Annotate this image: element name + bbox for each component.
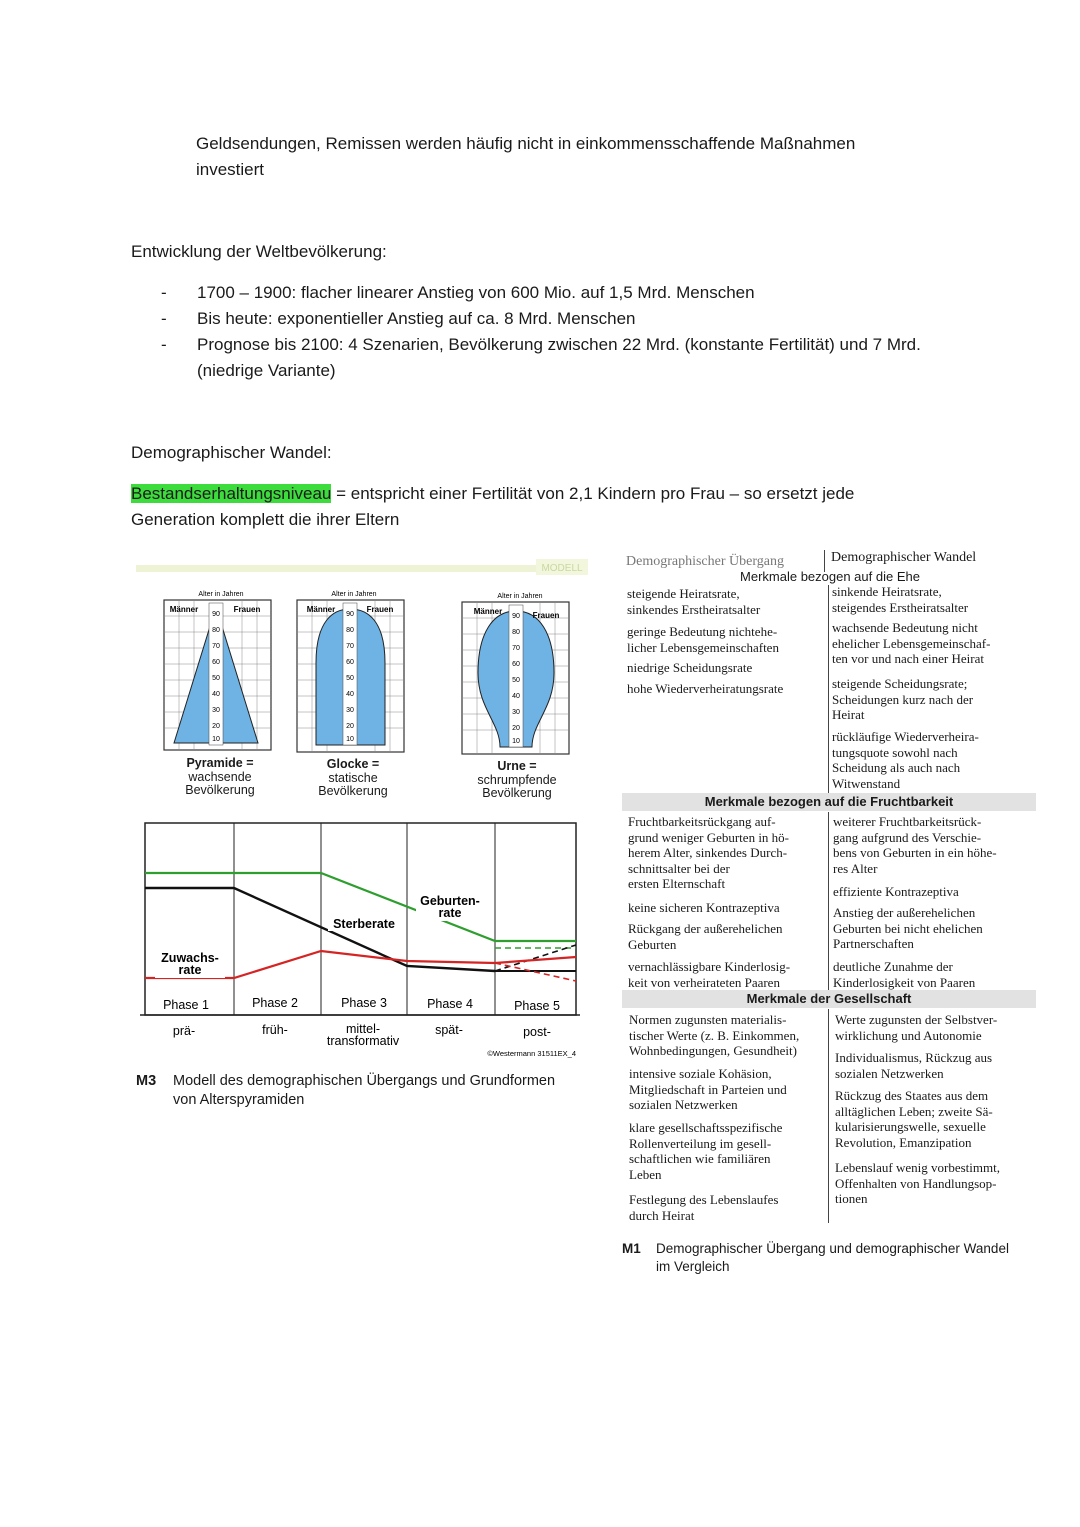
table-cell: vernachlässigbare Kinderlosig- keit von verheirateten Paaren xyxy=(628,959,791,990)
highlighted-term: Bestandserhaltungsniveau xyxy=(131,484,332,503)
section-heading-weltbevoelkerung: Entwicklung der Weltbevölkerung: xyxy=(131,242,387,261)
figure-m3 xyxy=(128,553,590,1118)
table-cell: steigende Scheidungsrate; Scheidungen kurz nach der Heirat xyxy=(832,676,974,722)
phase-label: Phase 1 xyxy=(163,998,209,1012)
table-cell: sinkende Heiratsrate, steigendes Erstheiratsalter xyxy=(832,584,969,615)
phase-label: Phase 3 xyxy=(341,996,387,1010)
svg-text:30: 30 xyxy=(346,707,354,714)
stage-label: spät- xyxy=(435,1023,463,1037)
transition-model-chart xyxy=(140,823,580,1058)
svg-text:rate: rate xyxy=(178,963,202,977)
table-cell: Rückgang der außerehelichen Geburten xyxy=(628,921,783,952)
stage-label: post- xyxy=(523,1025,551,1039)
svg-text:20: 20 xyxy=(212,723,220,730)
svg-text:20: 20 xyxy=(346,723,354,730)
pyramid-chart-2 xyxy=(297,591,404,752)
table-cell: weiterer Fruchtbarkeitsrück- gang aufgrund des Verschie- bens von Geburten in ein höhe- res Alter xyxy=(833,814,997,876)
label-growth-rate: Zuwachs- xyxy=(161,951,219,965)
svg-text:80: 80 xyxy=(346,627,354,634)
label-birth-rate: Geburten- xyxy=(420,894,480,908)
svg-text:30: 30 xyxy=(212,707,220,714)
m3-diagram xyxy=(128,553,590,1118)
svg-text:90: 90 xyxy=(212,611,220,618)
svg-text:30: 30 xyxy=(512,709,520,716)
table-cell: Lebenslauf wenig vorbestimmt, Offenhalten von Handlungsop- tionen xyxy=(835,1160,1000,1206)
svg-text:50: 50 xyxy=(512,677,520,684)
svg-text:Männer: Männer xyxy=(306,605,336,614)
pyramid-caption-3: Urne = schrumpfende Bevölkerung xyxy=(477,759,557,800)
table-cell: steigende Heiratsrate, sinkendes Erstheiratsalter xyxy=(627,586,761,617)
svg-text:70: 70 xyxy=(346,643,354,650)
svg-text:Frauen: Frauen xyxy=(366,605,394,614)
badge-label: MODELL xyxy=(541,563,583,574)
table-header-right: Demographischer Wandel xyxy=(831,550,977,565)
section-gesellschaft: Merkmale der Gesellschaft xyxy=(622,990,1036,1008)
comparison-table-m1 xyxy=(620,548,1040,1278)
table-cell: Fruchtbarkeitsrückgang auf- grund weniger Geburten in hö- herem Alter, sinkendes Durch- schnittsalter bei der ersten Elternschaft xyxy=(628,814,790,891)
svg-text:60: 60 xyxy=(346,659,354,666)
phase-label: Phase 2 xyxy=(252,996,298,1010)
table-cell: wachsende Bedeutung nicht ehelicher Lebensgemeinschaf- ten vor und nach einer Heirat xyxy=(832,620,991,666)
stage-label: mittel- xyxy=(345,1022,381,1036)
table-cell: rückläufige Wiederverheira- tungsquote sowohl nach Scheidung als auch nach Witwenstand xyxy=(832,729,979,791)
svg-text:Alter in Jahren: Alter in Jahren xyxy=(331,591,377,598)
intro-line-2: investiert xyxy=(196,160,265,179)
table-cell: Festlegung des Lebenslaufes durch Heirat xyxy=(629,1192,779,1223)
svg-text:Frauen: Frauen xyxy=(532,611,560,620)
table-cell: Normen zugunsten materialis- tischer Werte (z. B. Einkommen, Wohnbedingungen, Gesundheit) xyxy=(629,1012,800,1058)
stage-label: früh- xyxy=(262,1023,288,1037)
svg-text:Alter in Jahren: Alter in Jahren xyxy=(497,593,543,600)
definition-line-1: Bestandserhaltungsniveau = entspricht einer Fertilität von 2,1 Kindern pro Frau – so ersetzt jede xyxy=(131,484,855,503)
list-item: - 1700 – 1900: flacher linearer Anstieg von 600 Mio. auf 1,5 Mrd. Menschen xyxy=(161,283,755,302)
weltbevoelkerung-list xyxy=(155,280,975,384)
table-cell: intensive soziale Kohäsion, Mitgliedschaft in Parteien und sozialen Netzwerken xyxy=(629,1066,787,1112)
svg-text:60: 60 xyxy=(512,661,520,668)
svg-text:50: 50 xyxy=(212,675,220,682)
table-cell: niedrige Scheidungsrate xyxy=(627,660,753,675)
table-cell: Anstieg der außerehelichen Geburten bei nicht ehelichen Partnerschaften xyxy=(833,905,983,951)
table-cell: Rückzug des Staates aus dem alltäglichen Leben; zweite Sä- kularisierungswelle, sexuelle Revolution, Emanzipation xyxy=(835,1088,993,1150)
table-cell: Individualismus, Rückzug aus sozialen Netzwerken xyxy=(835,1050,993,1081)
phase-label: Phase 5 xyxy=(514,999,560,1013)
svg-text:Männer: Männer xyxy=(169,605,199,614)
table-cell: keine sicheren Kontrazeptiva xyxy=(628,900,780,915)
svg-text:40: 40 xyxy=(512,693,520,700)
pyramid-chart-3 xyxy=(462,593,569,754)
section-heading-wandel: Demographischer Wandel: xyxy=(131,443,332,462)
svg-text:80: 80 xyxy=(512,629,520,636)
table-cell: Werte zugunsten der Selbstver- wirklichung und Autonomie xyxy=(835,1012,998,1043)
svg-text:Männer: Männer xyxy=(473,607,503,616)
stage-label: transformativ xyxy=(326,1034,400,1048)
intro-line-1: Geldsendungen, Remissen werden häufig nicht in einkommensschaffende Maßnahmen xyxy=(196,134,856,153)
copyright-note: ©Westermann 31511EX_4 xyxy=(487,1049,576,1058)
figure-caption-m1: M1 Demographischer Übergang und demographischer Wandel im Vergleich xyxy=(622,1241,1009,1274)
svg-text:70: 70 xyxy=(212,643,220,650)
section-ehe: Merkmale bezogen auf die Ehe xyxy=(740,569,920,584)
svg-text:10: 10 xyxy=(212,736,220,743)
phase-label: Phase 4 xyxy=(427,997,473,1011)
svg-text:40: 40 xyxy=(346,691,354,698)
table-cell: effiziente Kontrazeptiva xyxy=(833,884,959,899)
pyramid-caption-1: Pyramide = wachsende Bevölkerung xyxy=(185,756,255,797)
table-cell: hohe Wiederverheiratungsrate xyxy=(627,681,784,696)
svg-text:rate: rate xyxy=(438,906,462,920)
svg-text:50: 50 xyxy=(346,675,354,682)
table-cell: deutliche Zunahme der Kinderlosigkeit von Paaren xyxy=(833,959,976,990)
list-item: - Prognose bis 2100: 4 Szenarien, Bevölkerung zwischen 22 Mrd. (konstante Fertilität) und 7 Mrd. (niedrige Variante) xyxy=(161,335,921,380)
section-fruchtbarkeit: Merkmale bezogen auf die Fruchtbarkeit xyxy=(622,793,1036,811)
svg-text:20: 20 xyxy=(512,725,520,732)
svg-text:90: 90 xyxy=(346,611,354,618)
svg-text:80: 80 xyxy=(212,627,220,634)
svg-text:10: 10 xyxy=(512,738,520,745)
pyramid-caption-2: Glocke = statische Bevölkerung xyxy=(318,757,388,798)
table-cell: klare gesellschaftsspezifische Rollenverteilung im gesell- schaftlichen wie familiären Leben xyxy=(629,1120,783,1182)
svg-text:Frauen: Frauen xyxy=(233,605,261,614)
stage-label: prä- xyxy=(172,1024,196,1038)
svg-text:90: 90 xyxy=(512,613,520,620)
svg-text:Alter in Jahren: Alter in Jahren xyxy=(198,591,244,598)
list-item: - Bis heute: exponentieller Anstieg auf ca. 8 Mrd. Menschen xyxy=(161,309,636,328)
table-header-left: Demographischer Übergang xyxy=(626,554,784,569)
svg-text:40: 40 xyxy=(212,691,220,698)
svg-text:10: 10 xyxy=(346,736,354,743)
table-cell: geringe Bedeutung nichtehe- licher Lebensgemeinschaften xyxy=(627,624,779,655)
label-death-rate: Sterberate xyxy=(333,917,395,931)
pyramid-chart-1 xyxy=(164,591,271,750)
definition-line-2: Generation komplett die ihrer Eltern xyxy=(131,510,400,529)
svg-text:60: 60 xyxy=(212,659,220,666)
figure-caption-m3: M3 Modell des demographischen Übergangs und Grundformen von Alterspyramiden xyxy=(136,1073,556,1108)
svg-text:70: 70 xyxy=(512,645,520,652)
